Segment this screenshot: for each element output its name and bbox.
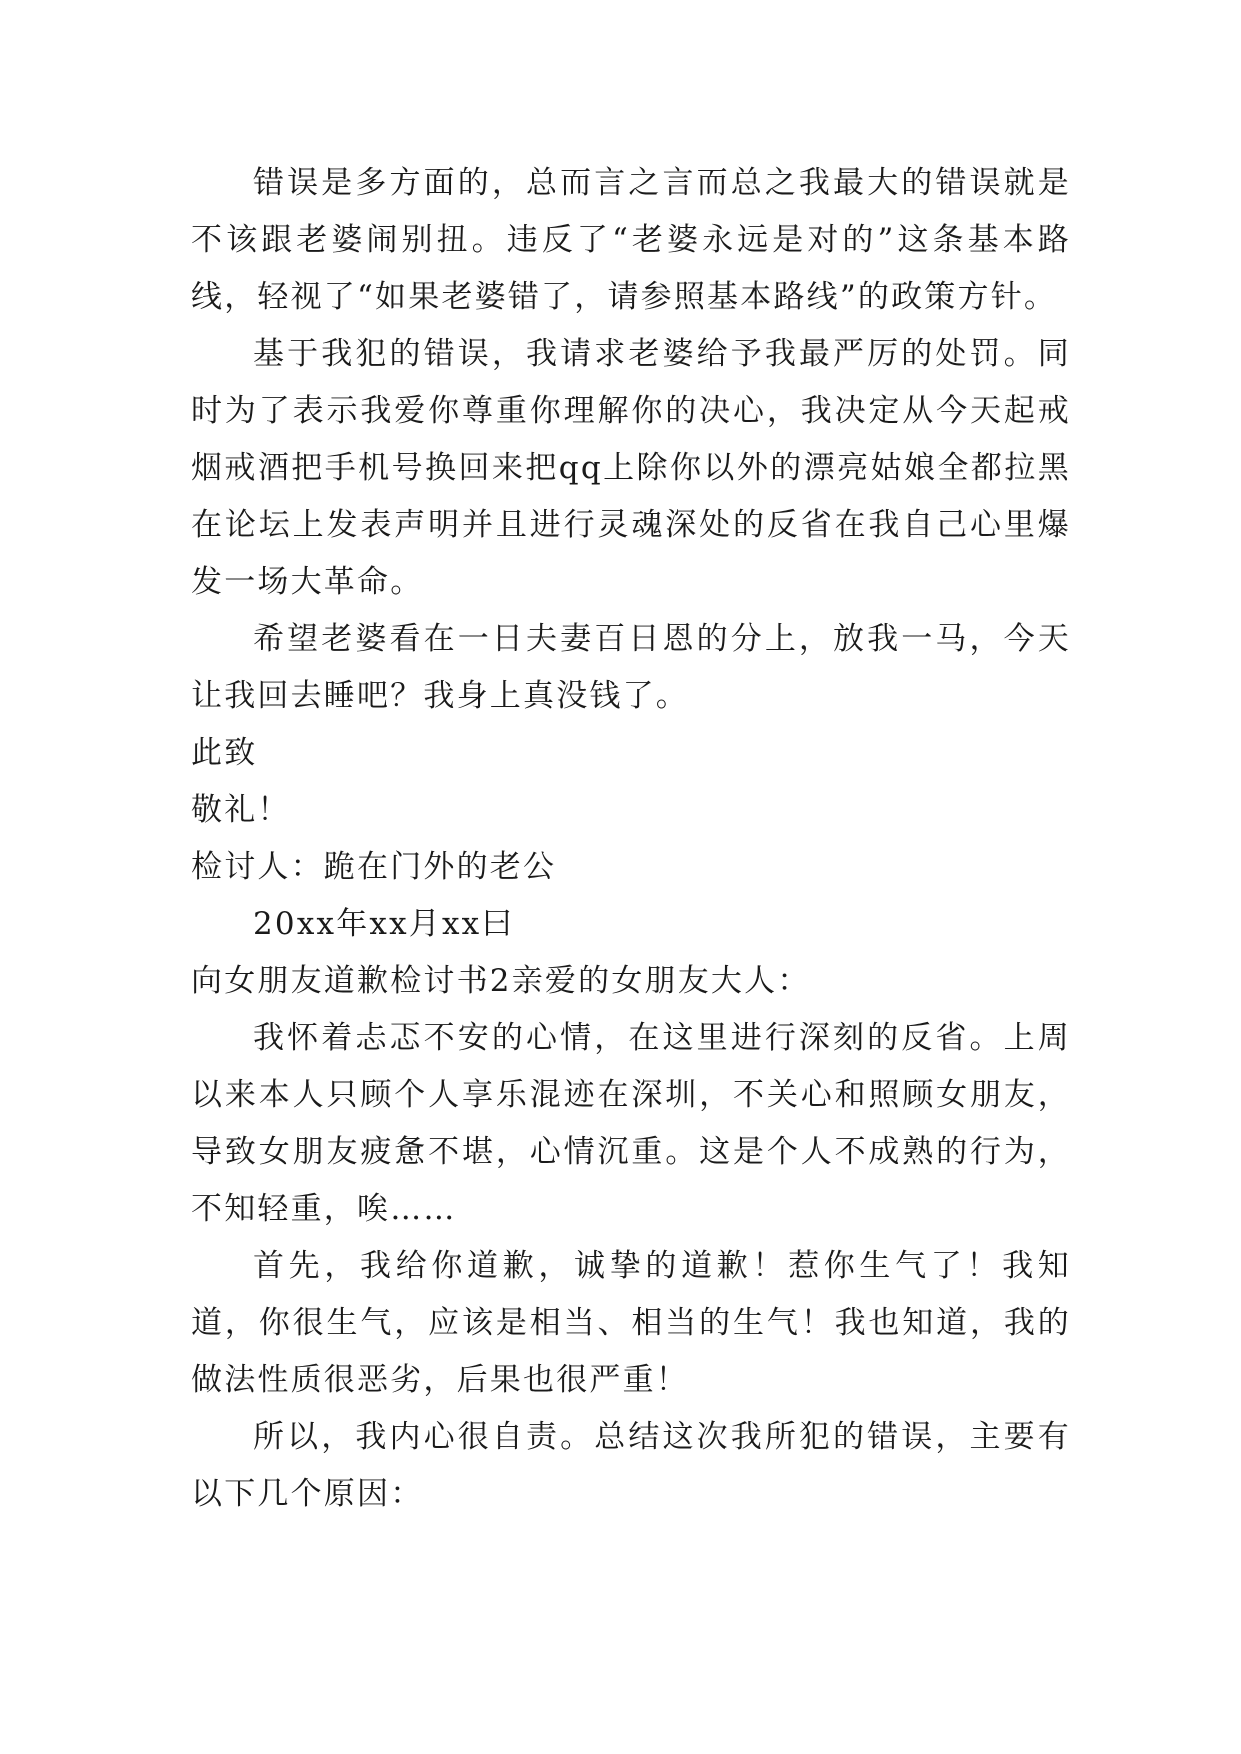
date-line: 20xx年xx月xx曰 — [253, 906, 515, 942]
paragraph-punishment: 基于我犯的错误，我请求老婆给予我最严厉的处罚。同时为了表示我爱你尊重你理解你的决心，我决定从今天起戒烟戒酒把手机号换回来把qq上除你以外的漂亮姑娘全都拉黑在论坛上发表声明并且进行灵魂深处的反省在我自己心里爆发一场大革命。 — [191, 336, 1071, 600]
signer-line: 检讨人：跪在门外的老公 — [191, 849, 557, 885]
paragraph-apology: 首先，我给你道歉，诚挚的道歉！惹你生气了！我知道，你很生气，应该是相当、相当的生气！我也知道，我的做法性质很恶劣，后果也很严重！ — [191, 1248, 1071, 1398]
paragraph-reflection: 我怀着忐忑不安的心情，在这里进行深刻的反省。上周以来本人只顾个人享乐混迹在深圳，不关心和照顾女朋友，导致女朋友疲惫不堪，心情沉重。这是个人不成熟的行为，不知轻重，唉…… — [191, 1020, 1071, 1227]
closing-regards: 敬礼！ — [191, 792, 291, 828]
paragraph-reasons: 所以，我内心很自责。总结这次我所犯的错误，主要有以下几个原因： — [191, 1419, 1071, 1512]
closing-salutation: 此致 — [191, 735, 258, 771]
paragraph-mistakes: 错误是多方面的，总而言之言而总之我最大的错误就是不该跟老婆闹别扭。违反了“老婆永远是对的”这条基本路线，轻视了“如果老婆错了，请参照基本路线”的政策方针。 — [191, 165, 1071, 315]
document-body — [191, 155, 1071, 1523]
section-heading-2: 向女朋友道歉检讨书2亲爱的女朋友大人： — [191, 963, 811, 999]
paragraph-plea: 希望老婆看在一日夫妻百日恩的分上，放我一马，今天让我回去睡吧？我身上真没钱了。 — [191, 621, 1071, 714]
